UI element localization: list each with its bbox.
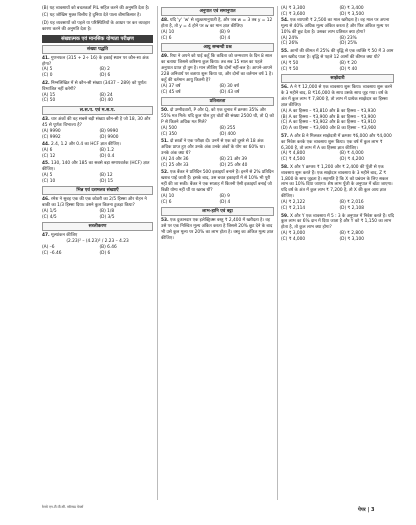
option: (C) ₹ 4,500 <box>281 157 306 163</box>
option: (C) 50 <box>42 98 56 104</box>
question-number: 58. <box>281 164 289 170</box>
option: (A) ₹ 3,300 <box>281 6 306 11</box>
subsection-header: सरलीकरण <box>42 222 153 231</box>
option: (D) 40 <box>99 98 113 104</box>
option: (D) 400 <box>219 131 236 137</box>
question-number: 52. <box>161 170 169 176</box>
option: (C) 10 <box>42 178 56 184</box>
option: (B) 2 <box>99 67 110 73</box>
option: (C) 25 और 33 <box>161 162 189 168</box>
option: (B) 1/8 <box>99 209 115 215</box>
subsection-header: साझेदारी <box>281 74 394 83</box>
option: (A) 9990 <box>42 128 61 134</box>
option: (B) 9990 <box>99 128 119 134</box>
option: (C) 9992 <box>42 134 61 140</box>
question-text: एक दुकानदार एक इलेक्ट्रिक्स वस्तु ₹ 2,400 में खरीदता है। वह उसे पर एक निश्चित मूल्य अंकित करता है जिससे 20% छूट देने के बाद भी उसे कुल मूल्य पर 20% का लाभ होता है। वस्तु का अंकित मूल्य ज्ञात कीजिए। <box>161 217 274 241</box>
option: (C) –6.46 <box>42 251 62 257</box>
option: (D) 3/5 <box>99 215 115 221</box>
option: (D) 4 <box>219 35 231 41</box>
question-44 <box>42 142 153 160</box>
option: (C) 6 <box>161 35 172 41</box>
option: (B) 1.2 <box>99 147 114 153</box>
option: (B) 21 और 39 <box>219 156 247 162</box>
question-number: 57. <box>281 133 289 139</box>
option: (B) 12 <box>99 173 113 179</box>
question-56 <box>281 85 394 132</box>
question-59 <box>281 214 394 244</box>
question-number: 46. <box>42 197 50 203</box>
option: (D) 9900 <box>99 134 119 140</box>
option: (A) ₹ 3,000 <box>281 231 306 237</box>
option: (A) 6 <box>42 147 53 153</box>
option: (D) ₹ 40 <box>339 66 358 72</box>
option: (B) 24 <box>99 92 113 98</box>
question-number: 59. <box>281 213 289 219</box>
option: (D) 6 <box>99 251 111 257</box>
option: (B) ₹ 2,800 <box>339 231 364 237</box>
column-2 <box>161 6 274 243</box>
math-expression: (2.23)² – (4.23)² / 2.23 – 4.23 <box>66 239 129 245</box>
option: (B) ₹ 20 <box>339 60 357 66</box>
option: (A) A का हिस्सा – ₹3,810 और B का हिस्सा – ₹3,930 <box>281 108 376 114</box>
option: (D) ₹ 3,100 <box>339 237 364 243</box>
subsection-header: लाभ-हानि एवं बट्टा <box>161 207 274 216</box>
option: (D) A का हिस्सा – ₹3,900 और B का हिस्सा – ₹3,900 <box>281 126 377 132</box>
question-58 <box>281 165 394 212</box>
option: (A) ₹ 4,800 <box>281 151 306 157</box>
column-3 <box>281 6 394 245</box>
option: (C) 350 <box>161 131 177 137</box>
question-55 <box>281 49 394 73</box>
question-text: चार अंकों की वह सबसे बड़ी संख्या कौन-सी है जो 18, 30 और 45 से पूर्णतः विभाज्य है? <box>42 116 151 128</box>
option: (B) 9 <box>219 29 230 35</box>
question-text: एक व्यापारी ₹ 2,500 का माल खरीदता है। वह माल पर अपना मूल्य से 40% अधिक मूल्य अंकित करता है और फिर अंकित मूल्य पर 10% की छूट देता है। उसका लाभ प्रतिशत क्या होगा? <box>281 17 390 35</box>
option: (D) 6 <box>99 73 111 79</box>
option: (C) 4/5 <box>42 215 57 221</box>
question-number: 43. <box>42 116 50 122</box>
option: (D) 0.4 <box>99 153 115 159</box>
option: (B) ₹ 4,000 <box>339 151 364 157</box>
question-text: निम्नलिखित में से कौन-सी संख्या (3437 – 289) को पूर्णतः विभाजित नहीं करेगी? <box>42 80 147 92</box>
question-text: आमों की कीमत में 25% की वृद्धि से एक व्यक्ति ₹ 50 में 3 आम कम खरीद पाता है। वृद्धि से पहले 12 आमों की कीमत क्या थी? <box>281 48 394 60</box>
option: (C) A का हिस्सा – ₹3,902 और B का हिस्सा – ₹3,910 <box>281 120 376 126</box>
option: (C) 0 <box>42 73 53 79</box>
option: (C) ₹ 3,600 <box>281 11 306 17</box>
option: (A) 10 <box>161 193 175 199</box>
option: (A) 5 <box>42 173 53 179</box>
option: (A) 24% <box>281 35 299 41</box>
question-43 <box>42 117 153 141</box>
option: (C) ₹ 4,000 <box>281 237 306 243</box>
question-number: 45. <box>42 161 50 167</box>
question-number: 55. <box>281 48 289 54</box>
option-line: (D) यह व्यवसायों को पहले या परिस्थितियों के आधार पर कर व्यवहार कारण करने की अनुमति देता है। <box>42 20 150 32</box>
option: (A) ₹ 50 <box>281 60 299 66</box>
question-text: गुणनफल (315 + 2÷ 16) के इकाई स्थान पर कौन-सा अंक होगा? <box>42 55 149 67</box>
question-51 <box>161 139 274 169</box>
question-number: 49. <box>161 54 169 60</box>
question-49 <box>161 54 274 95</box>
subsection-header: अनुपात एवं समानुपात <box>161 7 274 16</box>
option-line: (C) यह जोखिम मुक्त वित्तीय है दुनिया देते पाला बीमाकिसार है। <box>42 13 142 19</box>
option: (C) ₹ 2,114 <box>281 206 306 212</box>
option: (C) 45 वर्ष <box>161 89 181 95</box>
option: (B) 30 वर्ष <box>219 83 239 89</box>
option: (A) 15 <box>42 92 56 98</box>
question-text: X और Y एक व्यवसाय में 5 : 3 के अनुपात में निवेश करते हैं। यदि कुल लाभ का 6% दान में दिया जाता है और Y को ₹ 1,150 का लाभ होता है, तो कुल लाभ क्या होगा? <box>281 213 394 231</box>
question-number: 44. <box>42 142 50 147</box>
subsection-header: संख्या पद्धति <box>42 45 153 54</box>
question-number: 53. <box>161 217 169 223</box>
question-text: रमेश ने सुबह एक की एक कोठरी का 2/5 हिस्सा और रोहन ने बाकी का 1/3 हिस्सा दिया। उसने कुल कितना टुकड़ा किया? <box>42 197 147 209</box>
subsection-header: प्रतिशतता <box>161 97 274 106</box>
question-text: X और Y क्रमशः ₹ 1,200 और ₹ 2,400 की पूँजी से एक व्यवसाय शुरू करते हैं। एक साझेदार व्यवसाय के 3 महीने बाद, Z ₹ 1,800 के साथ जुड़ता है। सहमति है कि X को प्रबंधन के लिए सकल लाभ का 10% दिया जाएगा। शेष लाभ पूँजी के अनुपात में बाँटा जाएगा। यदि वर्ष के अंत में कुल लाभ ₹ 7,200 है, तो X की कुल आय ज्ञात कीजिए। <box>281 164 393 200</box>
option: (A) ₹ 2,122 <box>281 200 306 206</box>
page-number: पेपर | 3 <box>358 507 375 513</box>
option: (B) 6.46 <box>99 245 117 251</box>
option: (C) ₹ 50 <box>281 66 299 72</box>
question-50 <box>161 108 274 138</box>
column-divider <box>157 6 158 500</box>
option: (B) ₹ 3,400 <box>339 6 364 11</box>
question-number: 56. <box>281 84 289 90</box>
option: (D) 4 <box>219 199 231 205</box>
option: (A) 500 <box>161 125 177 131</box>
question-48 <box>161 18 274 42</box>
subsection-header: भिन्न एवं दशमलव संख्याएँ <box>42 186 153 195</box>
question-text: यदि 'y' 'w' से व्युत्क्रमानुपाती है, और जब w = 3 तब y = 12 होता है, तो y = 4 होने पर w का मान ज्ञात कीजिए। <box>161 18 273 29</box>
option: (C) 12 <box>42 153 56 159</box>
option: (A) 5 <box>42 67 53 73</box>
option: (A) 1/5 <box>42 209 57 215</box>
question-text: A ने ₹ 12,000 से एक व्यवसाय शुरू किया। व्यवसाय शुरू करने के 3 महीने बाद, B ₹16,000 के साथ उसके साथ जुड़ गया। वर्ष के अंत में कुल लाभ ₹ 7,800 है, तो लाभ में प्रत्येक साझेदार का हिस्सा ज्ञात कीजिए। <box>281 84 393 108</box>
footer-publication: रेलवे एन.टी.पी.सी. सॉल्वड पेपर्स <box>42 505 84 509</box>
question-text: मूल्यांकन कीजिए <box>51 233 78 239</box>
question-42 <box>42 81 153 105</box>
option-line: (B) यह व्यवसायों को बचतकर्ता PIL सहित करने की अनुमति देता है। <box>42 6 150 11</box>
question-text: एक बैंकर ने प्रतिदिन 500 इकाइयाँ बनाने हैं। इनमें से 2% प्रतिदिन खराब पाई जाती हैं। इसके बाद, उस बचत इकाइयों में से 10% भी पूरी नहीं की जा सकी। बैंकर ने एक सप्ताह में कितनी ऐसी इकाइयाँ बनाई जो बिक्री योग्य नहीं थीं या खराब थीं? <box>161 170 274 193</box>
question-number: 54. <box>281 17 289 23</box>
column-divider <box>277 6 278 500</box>
question-45 <box>42 161 153 185</box>
question-number: 48. <box>161 18 169 23</box>
option: (D) 25 और 40 <box>219 162 248 168</box>
option: (A) 10 <box>161 29 175 35</box>
question-number: 42. <box>42 80 50 86</box>
question-53 <box>161 218 274 242</box>
question-number: 51. <box>161 139 169 144</box>
option: (B) A का हिस्सा – ₹3,900 और B का हिस्सा – ₹3,900 <box>281 114 376 120</box>
option: (D) ₹ 2,108 <box>339 206 364 212</box>
option: (B) ₹ 2,016 <box>339 200 364 206</box>
option: (B) 23% <box>339 35 357 41</box>
option: (D) 15 <box>99 178 113 184</box>
option: (D) 43 वर्ष <box>219 89 240 95</box>
option: (D) 25% <box>339 41 358 47</box>
option: (B) 9 <box>219 193 230 199</box>
subsection-header: आयु सम्बन्धी प्रश्न <box>161 43 274 52</box>
option: (D) ₹ 3,500 <box>339 11 364 17</box>
question-number: 47. <box>42 233 50 239</box>
question-text: रिया ने अपने को पाई कहूँ कि कविता को जन्मवाण के दिन 8 साल का बताया जिससे करिश्मा कुल किया। तब सब 15 साल का पहले अनुपात प्राप्त हो तुम है। मान लीजिए कि दोनों नहीं-बल है। आपने-आपने 228 अनिवार्य पर बताया शुरू किया था, और दोनों का वर्तमान वर्ष 1 है। कहूँ की वर्तमान आयु कितनी है? <box>161 54 273 83</box>
question-text: दो उम्मीदवारों, P और Q, को एक चुनाव में क्रमशः 35% और 55% मत मिले। यदि कुल पोल हुए वोटों की संख्या 2500 थी, तो Q को P से कितने अधिक मत मिले? <box>161 107 274 125</box>
question-41 <box>42 56 153 80</box>
question-54 <box>281 18 394 48</box>
options-continued <box>281 6 394 18</box>
question-text: A और B ने मिलकर साझेदारी में क्रमशः ₹6,000 और ₹4,000 का निवेश करके एक व्यवसाय शुरू किया। एक वर्ष में कुल लाभ ₹ 6,300 है, तो लाभ में A का हिस्सा ज्ञात कीजिए। <box>281 133 392 151</box>
question-57 <box>281 134 394 164</box>
column-1 <box>42 6 153 259</box>
question-52 <box>161 170 274 205</box>
question-46 <box>42 197 153 221</box>
section-header: संख्यात्मक एवं मानसिक योग्यता परीक्षण <box>42 35 153 43</box>
option: (C) 6 <box>161 199 172 205</box>
subsection-header: ल.स.प. एवं म.स.प. <box>42 106 153 115</box>
question-text: 130, 140 और 185 का सबसे बड़ा समापवर्तक (HCF) ज्ञात कीजिए। <box>42 161 150 173</box>
question-47 <box>42 233 153 257</box>
question-number: 41. <box>42 55 50 61</box>
question-text: दो छात्रों ने एक परीक्षा दी। उनमें से एक को दूसरे से 18 अंक अधिक प्राप्त हुए और उनके अंक उनके अंकों के योग का 60% था। उनके अंक क्या थे? <box>161 139 266 156</box>
question-number: 50. <box>161 107 169 113</box>
option: (D) ₹ 4,200 <box>339 157 364 163</box>
option: (B) 255 <box>219 125 236 131</box>
option: (C) 26% <box>281 41 299 47</box>
option: (A) 24 और 36 <box>161 156 189 162</box>
option: (A) –6 <box>42 245 55 251</box>
option: (A) 37 वर्ष <box>161 83 181 89</box>
question-text: 2.4, 1.2 और 0.4 का HCF ज्ञात कीजिए। <box>51 142 121 147</box>
